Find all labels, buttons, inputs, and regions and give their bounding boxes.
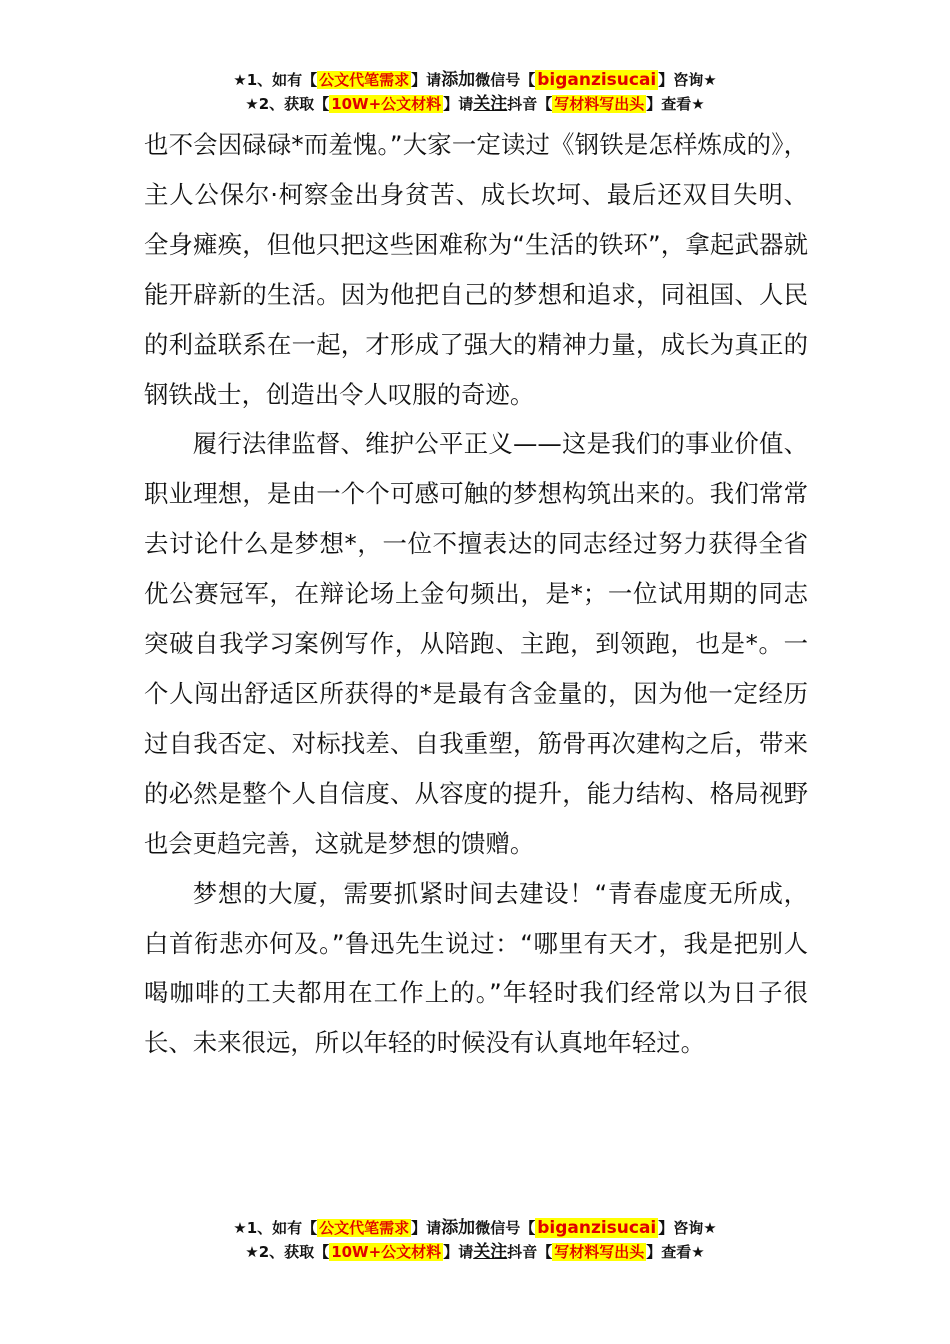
banner-line-1: ★1、如有【 公文代笔需求 】请添加微信号【 biganzisucai 】咨询★ [233,1218,717,1238]
banner-highlight-douyin: 写材料写出头 [554,95,645,113]
document-body [144,120,808,1068]
paragraph-2: 履行法律监督、维护公平正义——这是我们的事业价值、职业理想，是由一个个可感可触的梦想构筑出来的。我们常常去讨论什么是梦想*，一位不擅表达的同志经过努力获得全省优公赛冠军，在辩论场上金句频出，是*；一位试用期的同志突破自我学习案例写作，从陪跑、主跑，到领跑，也是*。一个人闯出舒适区所获得的*是最有含金量的，因为他一定经历过自我否定、对标找差、自我重塑，筋骨再次建构之后，带来的必然是整个人自信度、从容度的提升，能力结构、格局视野也会更趋完善，这就是梦想的馈赠。 [144,429,808,858]
paragraph-1: 也不会因碌碌*而羞愧。”大家一定读过《钢铁是怎样炼成的》，主人公保尔·柯察金出身贫苦、成长坎坷、最后还双目失明、全身瘫痪，但他只把这些困难称为“生活的铁环”，拿起武器就能开辟新的生活。因为他把自己的梦想和追求，同祖国、人民的利益联系在一起，才形成了强大的精神力量，成长为真正的钢铁战士，创造出令人叹服的奇迹。 [144,130,808,409]
banner-highlight-wechat-id: biganzisucai [537,1218,657,1238]
banner-highlight-wechat-id: biganzisucai [537,70,657,90]
banner-highlight-douyin: 写材料写出头 [554,1243,645,1261]
banner-line-2: ★2、获取【 10W+公文材料 】请关注抖音【 写材料写出头 】查看★ [245,94,705,114]
banner-highlight-materials: 10W+公文材料 [331,1243,442,1261]
header-banner [0,68,950,116]
banner-highlight-service: 公文代笔需求 [319,71,410,89]
footer-banner [0,1216,950,1264]
banner-highlight-service: 公文代笔需求 [319,1219,410,1237]
banner-line-1: ★1、如有【 公文代笔需求 】请添加微信号【 biganzisucai 】咨询★ [233,70,717,90]
paragraph-3: 梦想的大厦，需要抓紧时间去建设！“青春虚度无所成，白首衔悲亦何及。”鲁迅先生说过：“哪里有天才，我是把别人喝咖啡的工夫都用在工作上的。”年轻时我们经常以为日子很长、未来很远，所以年轻的时候没有认真地年轻过。 [144,878,808,1058]
banner-highlight-materials: 10W+公文材料 [331,95,442,113]
banner-line-2: ★2、获取【 10W+公文材料 】请关注抖音【 写材料写出头 】查看★ [245,1242,705,1262]
